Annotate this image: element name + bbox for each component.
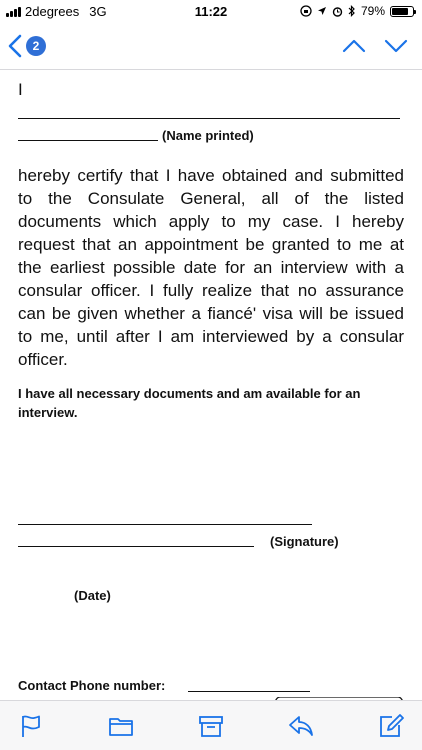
declarant-initial: I (18, 80, 23, 99)
screen-lock-icon (300, 5, 312, 17)
chevron-up-icon (342, 36, 366, 56)
battery-percent: 79% (360, 4, 385, 18)
bluetooth-icon (348, 5, 356, 17)
status-time: 11:22 (194, 4, 228, 19)
flag-button[interactable] (18, 713, 44, 739)
nav-bar (0, 24, 422, 70)
status-right (300, 4, 414, 18)
flag-icon (18, 713, 44, 739)
status-bar (0, 0, 422, 24)
network-type: 3G (89, 4, 107, 19)
signature-line-upper (18, 524, 312, 525)
compose-icon (378, 713, 404, 739)
signature-label: (Signature) (270, 534, 339, 549)
reply-button[interactable] (288, 713, 314, 739)
location-icon (317, 6, 327, 16)
unread-count-badge: 2 (26, 36, 46, 56)
mail-toolbar (0, 700, 422, 750)
compose-button[interactable] (378, 713, 404, 739)
name-line-lower (18, 140, 158, 141)
battery-icon (390, 6, 414, 17)
phone-line (188, 691, 310, 692)
folder-icon (108, 713, 134, 739)
contact-phone-label: Contact Phone number: (18, 678, 166, 693)
next-message-button[interactable] (384, 36, 408, 61)
alarm-icon (332, 6, 343, 17)
move-to-folder-button[interactable] (108, 713, 134, 739)
certification-paragraph: hereby certify that I have obtained and submitted to the Consulate General, all of the listed documents which apply to my case. I hereby request that an appointment be granted to me at the earliest possible date for an interview with a consular officer. I fully realize that no assurance can be given whether a fiancé' visa will be issued to me, until after I am interviewed by a consular officer. (18, 166, 404, 369)
previous-message-button[interactable] (342, 36, 366, 61)
archive-icon (198, 713, 224, 739)
signature-line-lower (18, 546, 254, 547)
message-navigation (342, 36, 408, 61)
name-line-upper (18, 118, 400, 119)
reply-icon (288, 713, 314, 739)
back-button[interactable] (8, 34, 46, 58)
carrier-name: 2degrees (25, 4, 80, 19)
date-label: (Date) (74, 588, 111, 603)
battery-level (392, 8, 408, 15)
chevron-down-icon (384, 36, 408, 56)
archive-button[interactable] (198, 713, 224, 739)
name-printed-label: (Name printed) (162, 128, 254, 143)
availability-notice: I have all necessary documents and am available for an interview. (18, 386, 361, 420)
chevron-left-icon (8, 34, 22, 58)
